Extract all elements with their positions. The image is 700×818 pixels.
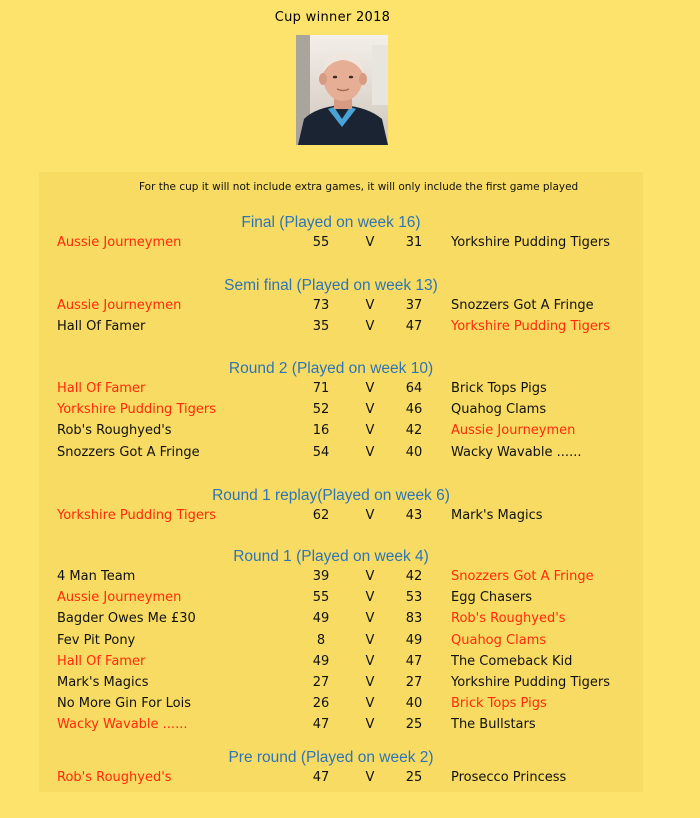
away-score: 83 [405, 611, 423, 627]
home-score: 26 [312, 696, 330, 712]
home-score: 39 [312, 569, 330, 584]
versus-label: V [365, 508, 375, 523]
cup-rules-note: For the cup it will not include extra games, it will only include the first game played [139, 181, 579, 193]
home-team: Aussie Journeymen [57, 590, 182, 606]
home-team: Hall Of Famer [57, 381, 146, 396]
cup-results-panel [39, 172, 643, 792]
home-team: Hall Of Famer [57, 653, 146, 669]
away-score: 40 [405, 696, 423, 712]
home-team: Aussie Journeymen [57, 298, 182, 313]
round-heading: Round 1 (Played on week 4) [233, 548, 429, 565]
home-team: Yorkshire Pudding Tigers [57, 402, 216, 418]
away-score: 47 [405, 319, 423, 335]
match-row [39, 423, 643, 443]
home-team: Hall Of Famer [57, 319, 146, 335]
home-score: 52 [312, 402, 330, 418]
match-row [39, 717, 643, 737]
home-score: 71 [312, 381, 330, 396]
versus-label: V [365, 770, 375, 785]
home-score: 49 [312, 653, 330, 669]
versus-label: V [365, 611, 375, 627]
round-heading: Round 2 (Played on week 10) [228, 360, 434, 377]
home-team: Rob's Roughyed's [57, 770, 172, 785]
away-score: 37 [405, 298, 423, 313]
match-row [39, 235, 643, 255]
round-heading: Final (Played on week 16) [241, 214, 421, 231]
home-team: Mark's Magics [57, 675, 149, 690]
home-team: Snozzers Got A Fringe [57, 444, 200, 460]
home-team: Aussie Journeymen [57, 235, 182, 250]
versus-label: V [365, 381, 375, 396]
home-score: 35 [312, 319, 330, 335]
versus-label: V [365, 444, 375, 460]
home-team: Fev Pit Pony [57, 632, 136, 648]
away-team: Yorkshire Pudding Tigers [451, 235, 610, 250]
home-team: Rob's Roughyed's [57, 423, 172, 439]
home-team: 4 Man Team [57, 569, 136, 584]
versus-label: V [365, 717, 375, 733]
away-score: 46 [405, 402, 423, 418]
match-row [39, 445, 643, 465]
away-team: Snozzers Got A Fringe [451, 569, 594, 584]
away-team: Brick Tops Pigs [451, 381, 547, 396]
match-row [39, 770, 643, 790]
home-score: 62 [312, 508, 330, 523]
away-team: Aussie Journeymen [451, 423, 576, 439]
away-score: 42 [405, 423, 423, 439]
away-score: 43 [405, 508, 423, 523]
away-team: Yorkshire Pudding Tigers [451, 675, 610, 690]
winner-portrait-image [296, 35, 388, 145]
match-row [39, 654, 643, 674]
versus-label: V [365, 590, 375, 606]
match-row [39, 569, 643, 589]
away-team: Wacky Wavable ...... [451, 444, 582, 460]
away-score: 27 [405, 675, 423, 690]
versus-label: V [365, 319, 375, 335]
away-team: Yorkshire Pudding Tigers [451, 319, 610, 335]
versus-label: V [365, 423, 375, 439]
home-score: 16 [312, 423, 330, 439]
home-score: 73 [312, 298, 330, 313]
home-score: 47 [312, 717, 330, 733]
away-score: 25 [405, 770, 423, 785]
away-team: The Bullstars [451, 717, 536, 733]
home-team: Yorkshire Pudding Tigers [57, 508, 216, 523]
away-score: 31 [405, 235, 423, 250]
away-score: 40 [405, 444, 423, 460]
away-team: Mark's Magics [451, 508, 543, 523]
away-score: 25 [405, 717, 423, 733]
match-row [39, 508, 643, 528]
home-score: 55 [312, 590, 330, 606]
home-score: 27 [312, 675, 330, 690]
winner-photo [296, 35, 388, 145]
home-score: 54 [312, 444, 330, 460]
round-heading: Round 1 replay(Played on week 6) [212, 487, 450, 504]
versus-label: V [365, 298, 375, 313]
home-score: 49 [312, 611, 330, 627]
home-score: 8 [316, 632, 326, 648]
versus-label: V [365, 696, 375, 712]
versus-label: V [365, 632, 375, 648]
round-heading: Pre round (Played on week 2) [228, 749, 434, 766]
versus-label: V [365, 402, 375, 418]
away-score: 49 [405, 632, 423, 648]
away-score: 53 [405, 590, 423, 606]
match-row [39, 611, 643, 631]
away-team: Quahog Clams [451, 402, 547, 418]
match-row [39, 319, 643, 339]
match-row [39, 402, 643, 422]
away-team: Snozzers Got A Fringe [451, 298, 594, 313]
away-team: Brick Tops Pigs [451, 696, 547, 712]
versus-label: V [365, 569, 375, 584]
versus-label: V [365, 653, 375, 669]
home-team: Bagder Owes Me £30 [57, 611, 196, 627]
away-team: Quahog Clams [451, 632, 547, 648]
away-score: 47 [405, 653, 423, 669]
away-score: 64 [405, 381, 423, 396]
away-team: Prosecco Princess [451, 770, 567, 785]
match-row [39, 298, 643, 318]
away-score: 42 [405, 569, 423, 584]
match-row [39, 381, 643, 401]
home-score: 47 [312, 770, 330, 785]
away-team: The Comeback Kid [451, 653, 573, 669]
home-team: Wacky Wavable ...... [57, 717, 188, 733]
match-row [39, 590, 643, 610]
page-title: Cup winner 2018 [274, 10, 391, 25]
match-row [39, 633, 643, 653]
away-team: Egg Chasers [451, 590, 533, 606]
match-row [39, 696, 643, 716]
versus-label: V [365, 675, 375, 690]
away-team: Rob's Roughyed's [451, 611, 566, 627]
home-score: 55 [312, 235, 330, 250]
match-row [39, 675, 643, 695]
versus-label: V [365, 235, 375, 250]
round-heading: Semi final (Played on week 13) [224, 277, 438, 294]
home-team: No More Gin For Lois [57, 696, 192, 712]
